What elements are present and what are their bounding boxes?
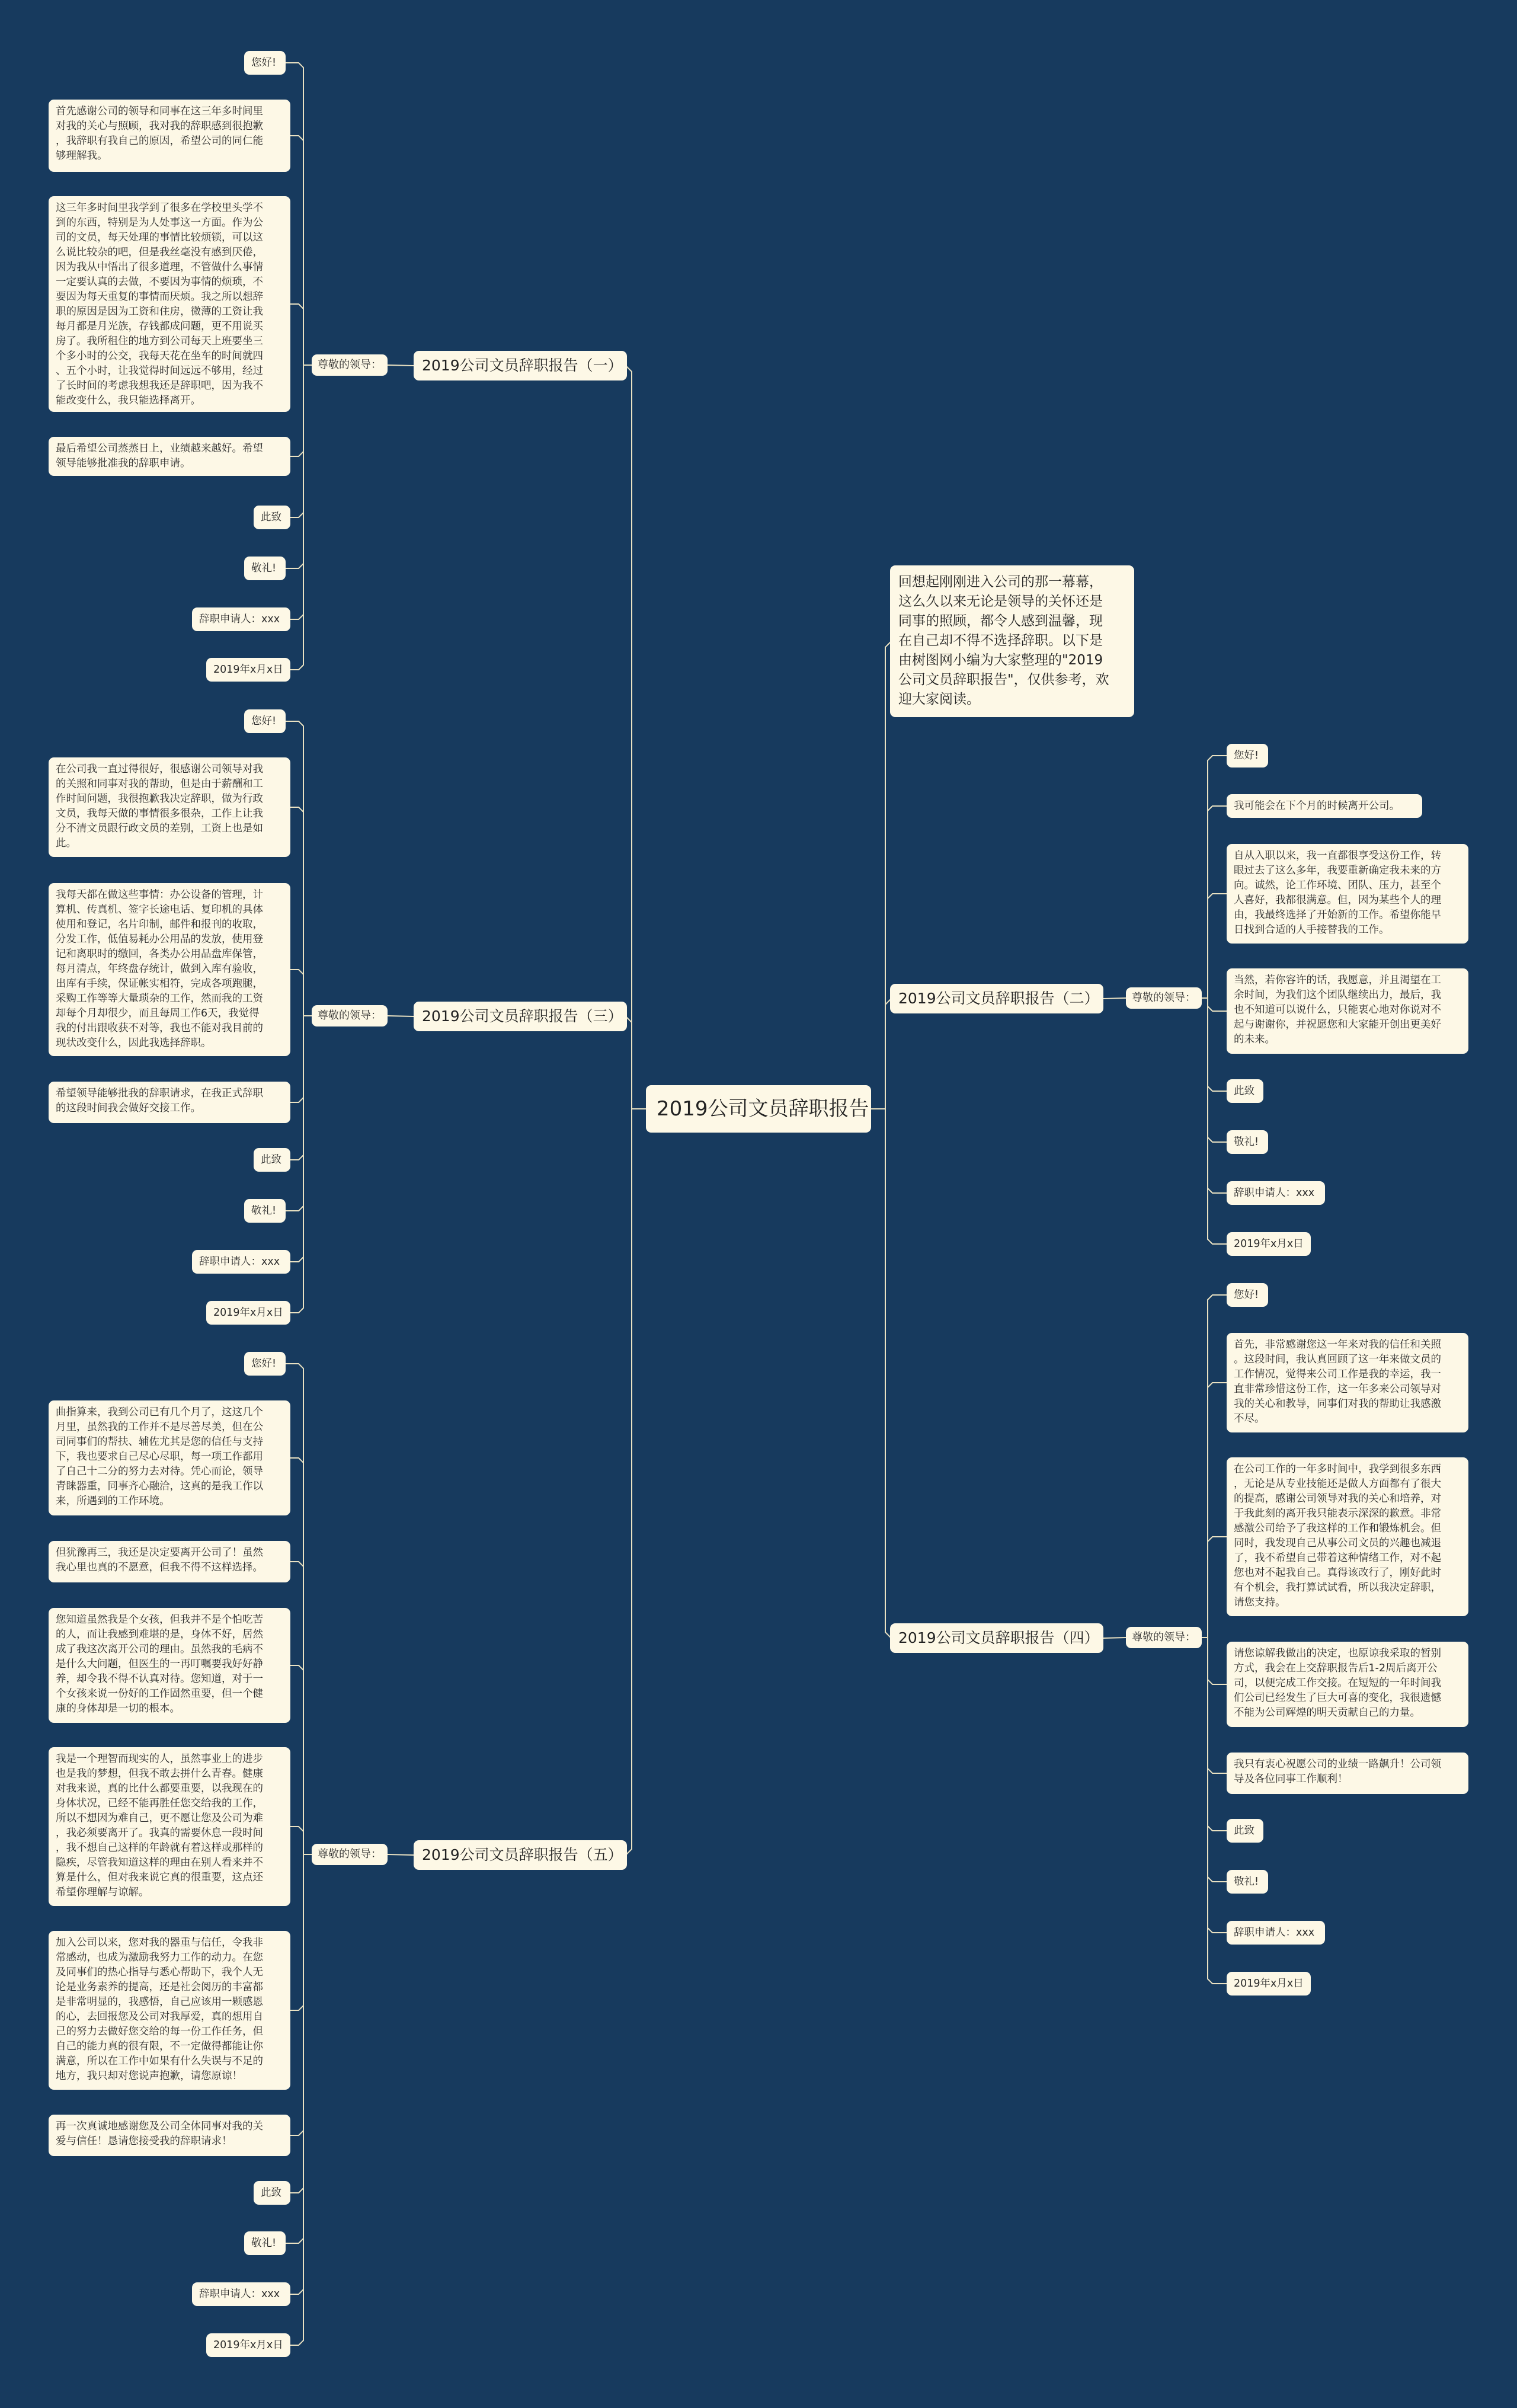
leaf-regards[interactable]: 敬礼! xyxy=(1227,1130,1268,1154)
leaf-greeting[interactable]: 您好! xyxy=(1227,1283,1268,1307)
connector-line xyxy=(290,136,312,365)
connector-line xyxy=(290,1854,312,2294)
connector-line xyxy=(871,999,891,1109)
leaf-paragraph[interactable]: 加入公司以来，您对我的器重与信任，令我非 常感动，也成为激励我努力工作的动力。在您 及同事们的热心指导与悉心帮助下，我个人无 论是业务素养的提高，还是社会阅历的丰富都 是非常明显的，我感悟，自己应该用一颗感恩 的心，去回报您及公司对我厚爱，真的想用自 己的努力去做好您交给的每一份工作任务，但 自己的能力真的很有限，不一定做得都能让你 满意，所以在工作中如果有什么失误与不足的 地方，我只却对您说声抱歉，请您原谅！ xyxy=(49,1931,290,2090)
leaf-paragraph[interactable]: 在公司我一直过得很好，很感谢公司领导对我 的关照和同事对我的帮助，但是由于薪酬和工 作时间问题，我很抱歉我决定辞职，做为行政 文员，我每天做的事情很多很杂，工作上让我 分不清文员跟行政文员的差别，工资上也是如 此。 xyxy=(49,757,290,857)
leaf-paragraph[interactable]: 最后希望公司蒸蒸日上，业绩越来越好。希望 领导能够批准我的辞职申请。 xyxy=(49,437,290,476)
leaf-paragraph[interactable]: 我可能会在下个月的时候离开公司。 xyxy=(1227,794,1422,818)
branch-report-1-salutation[interactable]: 尊敬的领导： xyxy=(312,354,388,376)
leaf-closing[interactable]: 此致 xyxy=(1227,1819,1263,1843)
connector-line xyxy=(1202,998,1227,1193)
leaf-greeting[interactable]: 您好! xyxy=(244,709,286,733)
connector-line xyxy=(1202,1638,1227,1984)
leaf-paragraph[interactable]: 您知道虽然我是个女孩，但我并不是个怕吃苦 的人，而让我感到难堪的是，身体不好，居然 成了我这次离开公司的理由。虽然我的毛病不 是什么大问题，但医生的一再叮嘱要我好好静 养，却令我不得不认真对待。您知道，对于一 个女孩来说一份好的工作固然重要，但一个健 康的身体却是一切的根本。 xyxy=(49,1608,290,1723)
connector-line xyxy=(626,366,646,1109)
branch-report-2-title[interactable]: 2019公司文员辞职报告（二） xyxy=(890,984,1103,1013)
connector-line xyxy=(1202,1638,1227,1882)
leaf-closing[interactable]: 此致 xyxy=(1227,1079,1263,1103)
connector-line xyxy=(1202,1638,1227,1831)
leaf-paragraph[interactable]: 这三年多时间里我学到了很多在学校里头学不 到的东西，特别是为人处事这一方面。作为公 司的文员，每天处理的事情比较烦锁，可以这 么说比较杂的吧，但是我丝毫没有感到厌倦， 因为我从中悟出了很多道理，不管做什么事情 一定要认真的去做，不要因为事情的烦琐，不 要因为每天重复的事情而厌烦。我之所以想辞 职的原因是因为工资和住房，微薄的工资让我 每月都是月光族，存钱都成问题，更不用说买 房了。我所租住的地方到公司每天上班要坐三 个多小时的公交，我每天花在坐车的时间就四 、五个小时，让我觉得时间远远不够用，经过 了长时间的考虑我想我还是辞职吧，因为我不 能改变什么，我只能选择离开。 xyxy=(49,196,290,412)
leaf-regards[interactable]: 敬礼! xyxy=(1227,1870,1268,1894)
leaf-paragraph[interactable]: 我每天都在做这些事情：办公设备的管理，计 算机、传真机、签字长途电话、复印机的具体 使用和登记，名片印制，邮件和报刊的收取， 分发工作，低值易耗办公用品的发放，使用登 记和离职时的缴回，各类办公用品盘库保管， 每月清点，年终盘存统计，做到入库有验收， 出库有手续，保证帐实相符，完成各项跑腿， 采购工作等等大量琐杂的工作，然而我的工资 却每个月却很少，而且每周工作6天，我觉得 我的付出跟收获不对等，我也不能对我目前的 现状改变什么，因此我选择辞职。 xyxy=(49,883,290,1056)
branch-report-3-salutation[interactable]: 尊敬的领导： xyxy=(312,1005,388,1026)
branch-report-5-title[interactable]: 2019公司文员辞职报告（五） xyxy=(414,1840,627,1870)
connector-line xyxy=(290,365,312,619)
leaf-regards[interactable]: 敬礼! xyxy=(244,1199,286,1223)
connector-line xyxy=(1202,998,1227,1011)
connector-line xyxy=(626,1109,646,1855)
leaf-paragraph[interactable]: 自从入职以来，我一直都很享受这份工作，转 眼过去了这么多年，我要重新确定我未来的方 向。诚然，论工作环境、团队、压力，甚至个 人喜好，我都很满意。但，因为某些个人的理 由，我最终选择了开始新的工作。希望你能早 日找到合适的人手接替我的工作。 xyxy=(1227,844,1468,944)
leaf-greeting[interactable]: 您好! xyxy=(244,1352,286,1376)
connector-line xyxy=(290,807,312,1016)
connector-line xyxy=(388,1854,414,1855)
branch-report-4-salutation[interactable]: 尊敬的领导： xyxy=(1126,1627,1202,1648)
connector-line xyxy=(290,1854,312,2345)
connector-line xyxy=(290,1016,312,1262)
leaf-paragraph[interactable]: 我是一个理智而现实的人，虽然事业上的进步 也是我的梦想，但我不敢去拼什么青春。健康 对我来说，真的比什么都要重要，以我现在的 身体状况，已经不能再胜任您交给我的工作， 所以不想因为难自己，更不愿让您及公司为难 ，我必须要离开了。我真的需要休息一段时间 ，我不想自己这样的年龄就有着这样或那样的 隐疾，尽管我知道这样的理由在别人看来并不 算是什么，但对我来说它真的很重要，这点还 希望你理解与谅解。 xyxy=(49,1747,290,1906)
connector-line xyxy=(290,1016,312,1102)
leaf-date[interactable]: 2019年x月x日 xyxy=(1227,1232,1311,1256)
connector-line xyxy=(290,1854,312,2135)
connector-line xyxy=(1202,998,1227,1244)
leaf-paragraph[interactable]: 但犹豫再三，我还是决定要离开公司了！虽然 我心里也真的不愿意，但我不得不这样选择。 xyxy=(49,1541,290,1582)
leaf-paragraph[interactable]: 请您谅解我做出的决定，也原谅我采取的暂别 方式，我会在上交辞职报告后1-2周后离开公 司，以便完成工作交接。在短短的一年时间我 们公司已经发生了巨大可喜的变化，我很遗憾 不能为公司辉煌的明天贡献自己的力量。 xyxy=(1227,1642,1468,1727)
leaf-paragraph[interactable]: 当然，若你容许的话，我愿意，并且渴望在工 余时间，为我们这个团队继续出力，最后，我 也不知道可以说什么，只能衷心地对你说对不 起与谢谢你，并祝愿您和大家能开创出更美好 的未来。 xyxy=(1227,968,1468,1054)
root-topic[interactable]: 2019公司文员辞职报告 xyxy=(646,1085,871,1133)
leaf-paragraph[interactable]: 我只有衷心祝愿公司的业绩一路飙升！公司领 导及各位同事工作顺利！ xyxy=(1227,1753,1468,1794)
connector-line xyxy=(1103,998,1126,999)
connector-line xyxy=(1202,1295,1227,1638)
connector-line xyxy=(290,970,312,1016)
connector-line xyxy=(1202,1638,1227,1684)
branch-report-1-title[interactable]: 2019公司文员辞职报告（一） xyxy=(414,351,627,380)
connector-line xyxy=(1202,998,1227,1142)
intro-summary-note[interactable]: 回想起刚刚进入公司的那一幕幕， 这么久以来无论是领导的关怀还是 同事的照顾，都令人感到温馨，现 在自己却不得不选择辞职。以下是 由树图网小编为大家整理的"2019 公司文员辞职报告"，仅供参考，欢 迎大家阅读。 xyxy=(890,565,1134,717)
branch-report-4-title[interactable]: 2019公司文员辞职报告（四） xyxy=(890,1623,1103,1653)
connector-line xyxy=(290,1016,312,1313)
connector-line xyxy=(290,365,312,456)
leaf-paragraph[interactable]: 再一次真诚地感谢您及公司全体同事对我的关 爱与信任！恳请您接受我的辞职请求！ xyxy=(49,2115,290,2156)
connector-line xyxy=(1202,1638,1227,1773)
connector-line xyxy=(290,1827,312,1854)
leaf-date[interactable]: 2019年x月x日 xyxy=(1227,1972,1311,1996)
leaf-applicant[interactable]: 辞职申请人：xxx xyxy=(1227,1181,1325,1205)
leaf-regards[interactable]: 敬礼! xyxy=(244,557,286,580)
leaf-date[interactable]: 2019年x月x日 xyxy=(206,658,290,682)
leaf-paragraph[interactable]: 首先感谢公司的领导和同事在这三年多时间里 对我的关心与照顾，我对我的辞职感到很抱歉 ，我辞职有我自己的原因，希望公司的同仁能 够理解我。 xyxy=(49,100,290,172)
connector-line xyxy=(290,365,312,517)
connector-line xyxy=(388,365,414,366)
branch-report-5-salutation[interactable]: 尊敬的领导： xyxy=(312,1844,388,1865)
connector-line xyxy=(626,1016,646,1109)
leaf-applicant[interactable]: 辞职申请人：xxx xyxy=(192,607,290,631)
connector-line xyxy=(1202,998,1227,1091)
leaf-paragraph[interactable]: 首先，非常感谢您这一年来对我的信任和关照 。这段时间，我认真回顾了这一年来做文员的 工作情况，觉得来公司工作是我的幸运，我一 直非常珍惜这份工作，这一年多来公司领导对 我的关心和教导，同事们对我的帮助让我感激 不尽。 xyxy=(1227,1333,1468,1432)
connector-line xyxy=(290,1854,312,2010)
connector-line xyxy=(871,1109,891,1638)
leaf-closing[interactable]: 此致 xyxy=(254,1148,290,1172)
connector-line xyxy=(1202,894,1227,998)
connector-line xyxy=(290,1854,312,2193)
connector-line xyxy=(1202,1383,1227,1638)
leaf-paragraph[interactable]: 在公司工作的一年多时间中，我学到很多东西 ，无论是从专业技能还是做人方面都有了很大 的提高，感谢公司领导对我的关心和培养，对 于我此刻的离开我只能表示深深的歉意。非常 感激公司给予了我这样的工作和锻炼机会。但 同时，我发现自己从事公司文员的兴趣也减退 了，我不希望自己带着这种情绪工作，对不起 您也对不起我自己。真得该改行了，刚好此时 有个机会，我打算试试看，所以我决定辞职， 请您支持。 xyxy=(1227,1457,1468,1616)
leaf-closing[interactable]: 此致 xyxy=(254,2181,290,2205)
leaf-date[interactable]: 2019年x月x日 xyxy=(206,2333,290,2357)
leaf-greeting[interactable]: 您好! xyxy=(244,51,286,75)
branch-report-2-salutation[interactable]: 尊敬的领导： xyxy=(1126,987,1202,1009)
connector-line xyxy=(290,1562,312,1854)
connector-line xyxy=(1202,756,1227,998)
connector-line xyxy=(1202,1638,1227,1933)
leaf-applicant[interactable]: 辞职申请人：xxx xyxy=(192,1250,290,1274)
connector-line xyxy=(1202,1537,1227,1638)
connector-line xyxy=(290,1016,312,1160)
connector-line xyxy=(1202,806,1227,998)
leaf-applicant[interactable]: 辞职申请人：xxx xyxy=(1227,1921,1325,1945)
leaf-paragraph[interactable]: 曲指算来，我到公司已有几个月了，这这几个 月里，虽然我的工作并不是尽善尽美，但在公 司同事们的帮扶、辅佐尤其是您的信任与支持 下，我也要求自己尽心尽职，每一项工作都用 了自己十二分的努力去对待。凭心而论，领导 青睐器重，同事齐心融洽，这真的是我工作以 来，所遇到的工作环境。 xyxy=(49,1400,290,1515)
connector-line xyxy=(290,1458,312,1854)
connector-line xyxy=(290,304,312,365)
leaf-regards[interactable]: 敬礼! xyxy=(244,2231,286,2255)
leaf-paragraph[interactable]: 希望领导能够批我的辞职请求，在我正式辞职 的这段时间我会做好交接工作。 xyxy=(49,1082,290,1123)
leaf-applicant[interactable]: 辞职申请人：xxx xyxy=(192,2282,290,2306)
branch-report-3-title[interactable]: 2019公司文员辞职报告（三） xyxy=(414,1002,627,1031)
leaf-date[interactable]: 2019年x月x日 xyxy=(206,1301,290,1325)
leaf-greeting[interactable]: 您好! xyxy=(1227,744,1268,768)
leaf-closing[interactable]: 此致 xyxy=(254,506,290,529)
connector-line xyxy=(871,641,891,1109)
